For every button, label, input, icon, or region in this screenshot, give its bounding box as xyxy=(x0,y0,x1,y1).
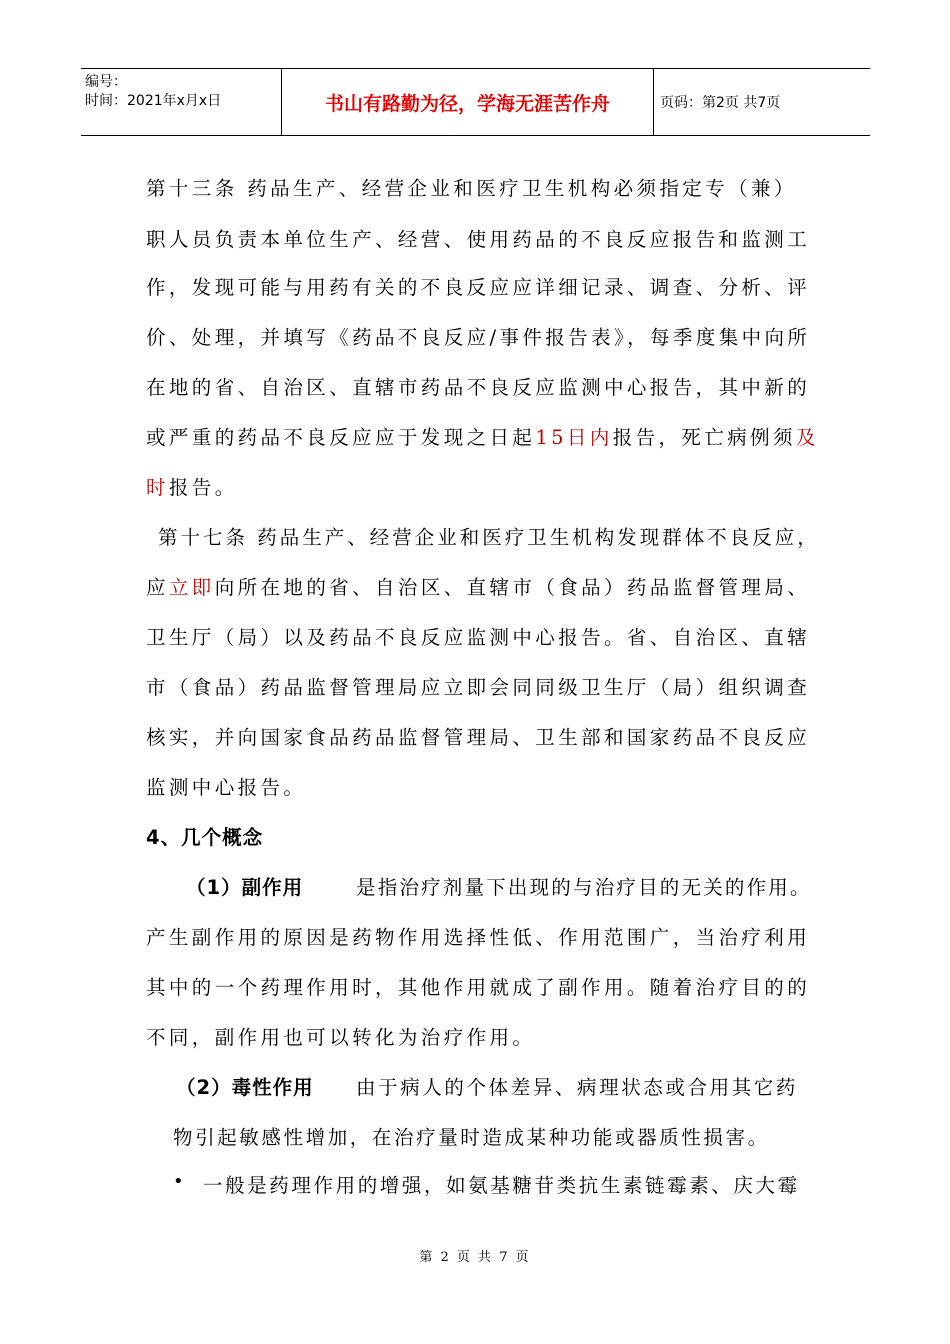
toxic-effect-line-2: 物引起敏感性增加，在治疗量时造成某种功能或器质性损害。 xyxy=(173,1126,770,1149)
toxic-effect-term: （2）毒性作用 xyxy=(176,1076,314,1099)
art13-line-7-text: 报告。 xyxy=(168,476,238,499)
art17-line-1: 第十七条 药品生产、经营企业和医疗卫生机构发现群体不良反应， xyxy=(158,526,820,549)
side-effect-line-1: 是指治疗剂量下出现的与治疗目的无关的作用。 xyxy=(356,876,812,899)
art13-line-2: 职人员负责本单位生产、经营、使用药品的不良反应报告和监测工 xyxy=(146,228,811,251)
number-label: 编号： xyxy=(85,74,127,90)
art17-line-6: 监测中心报告。 xyxy=(146,776,307,799)
header-motto: 书山有路勤为径，学海无涯苦作舟 xyxy=(282,69,654,135)
art17-line-3: 卫生厅（局）以及药品不良反应监测中心报告。省、自治区、直辖 xyxy=(146,626,811,649)
art13-line-4: 价、处理，并填写《药品不良反应/事件报告表》，每季度集中向所 xyxy=(146,326,811,349)
immediately-red: 立即 xyxy=(168,576,215,599)
deadline-15-days: 15日内 xyxy=(535,426,613,449)
bullet-line-1: 一般是药理作用的增强，如氨基糖苷类抗生素链霉素、庆大霉 xyxy=(203,1174,800,1197)
art13-line-7 xyxy=(146,472,238,500)
page-footer: 第 2 页 共 7 页 xyxy=(419,1250,531,1265)
header-table xyxy=(81,68,870,136)
art13-line-6 xyxy=(146,422,819,450)
art17-line-2-a: 应 xyxy=(146,576,169,599)
art17-line-4: 市（食品）药品监督管理局应立即会同同级卫生厅（局）组织调查 xyxy=(146,676,811,699)
toxic-effect-line-1: 由于病人的个体差异、病理状态或合用其它药 xyxy=(356,1076,799,1099)
art13-line-5: 在地的省、自治区、直辖市药品不良反应监测中心报告，其中新的 xyxy=(146,376,811,399)
art17-line-5: 核实，并向国家食品药品监督管理局、卫生部和国家药品不良反应 xyxy=(146,726,811,749)
side-effect-line-2: 产生副作用的原因是药物作用选择性低、作用范围广，当治疗利用 xyxy=(146,926,811,949)
art13-line-1: 第十三条 药品生产、经营企业和医疗卫生机构必须指定专（兼） xyxy=(146,177,797,200)
timely-red-1: 及 xyxy=(795,426,819,449)
side-effect-line-3: 其中的一个药理作用时，其他作用就成了副作用。随着治疗目的的 xyxy=(146,976,811,999)
concepts-heading: 4、几个概念 xyxy=(146,826,264,849)
header-page-code: 页码：第2页 共7页 xyxy=(660,95,781,111)
side-effect-line-4: 不同，副作用也可以转化为治疗作用。 xyxy=(146,1026,536,1049)
art13-line-3: 作，发现可能与用药有关的不良反应应详细记录、调查、分析、评 xyxy=(146,276,811,299)
art13-line-6-text-b: 报告，死亡病例须 xyxy=(612,426,796,449)
header-meta xyxy=(81,69,282,135)
art13-line-6-text: 或严重的药品不良反应应于发现之日起 xyxy=(146,426,536,449)
bullet-icon: • xyxy=(173,1171,184,1192)
side-effect-term: （1）副作用 xyxy=(186,876,304,899)
art17-line-2 xyxy=(146,572,810,600)
time-label: 时间：2021年x月x日 xyxy=(85,93,222,109)
art17-line-2-b: 向所在地的省、自治区、直辖市（食品）药品监督管理局、 xyxy=(214,576,811,599)
timely-red-2: 时 xyxy=(146,476,169,499)
